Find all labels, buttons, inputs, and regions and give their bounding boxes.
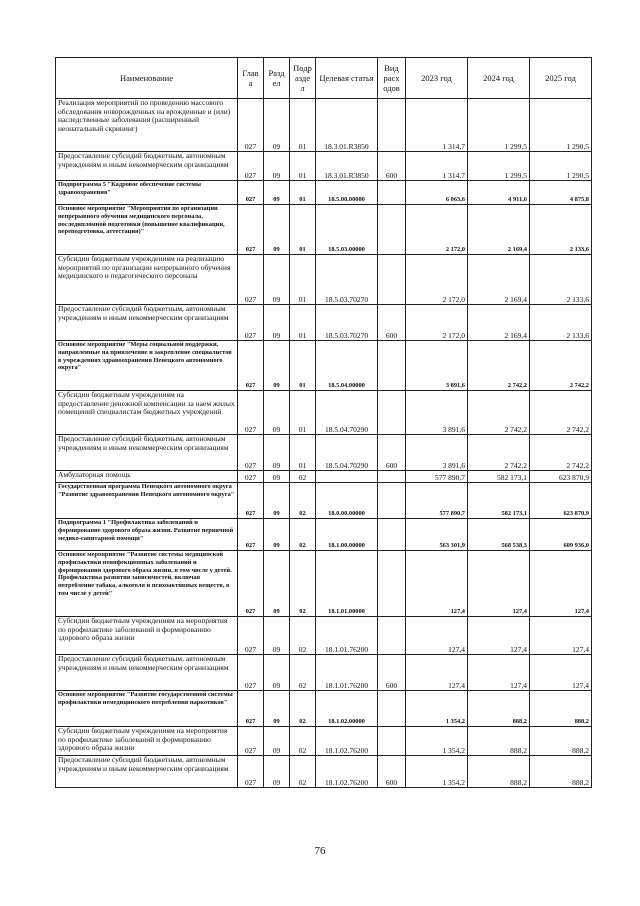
row-expense-type: 600	[378, 152, 406, 181]
row-expense-type: 600	[378, 305, 406, 341]
row-razdel: 09	[264, 551, 290, 617]
row-target-article: 18.5.04.70290	[316, 435, 378, 471]
row-2023: 577 890,7	[406, 483, 468, 519]
row-podrazdel: 02	[290, 471, 316, 483]
row-2024: 888,2	[468, 727, 530, 756]
row-razdel: 09	[264, 181, 290, 205]
row-podrazdel: 02	[290, 691, 316, 727]
row-glava: 027	[238, 756, 264, 788]
row-target-article: 18.5.04.00000	[316, 341, 378, 391]
row-target-article: 18.1.00.00000	[316, 519, 378, 551]
row-glava: 027	[238, 483, 264, 519]
table-row	[56, 305, 592, 341]
page-number: 76	[314, 845, 326, 857]
row-expense-type	[378, 483, 406, 519]
row-2025: 2 133,6	[530, 205, 592, 255]
row-name: Субсидии бюджетным учреждениям на реализацию мероприятий по организации непрерывного обучения медицинского и педагогического персонала	[56, 255, 238, 305]
row-razdel: 09	[264, 99, 290, 152]
row-2023: 3 891,6	[406, 391, 468, 435]
row-2025: 1 290,5	[530, 152, 592, 181]
row-2025: 888,2	[530, 756, 592, 788]
row-2023: 127,4	[406, 617, 468, 655]
row-name: Государственная программа Ненецкого автономного округа "Развитие здравоохранения Ненецкого автономного округа"	[56, 483, 238, 519]
row-name: Субсидии бюджетным учреждениям на мероприятия по профилактике заболеваний и формированию здорового образа жизни	[56, 727, 238, 756]
row-2025: 127,4	[530, 617, 592, 655]
row-2024: 888,2	[468, 691, 530, 727]
row-razdel: 09	[264, 152, 290, 181]
row-glava: 027	[238, 435, 264, 471]
row-target-article: 18.1.01.76200	[316, 617, 378, 655]
row-glava: 027	[238, 305, 264, 341]
row-2024: 2 169,4	[468, 305, 530, 341]
row-glava: 027	[238, 519, 264, 551]
table-row	[56, 205, 592, 255]
row-glava: 027	[238, 341, 264, 391]
row-podrazdel: 02	[290, 727, 316, 756]
header-target-article: Целевая статья	[316, 58, 378, 99]
row-expense-type	[378, 691, 406, 727]
row-2025: 623 870,9	[530, 483, 592, 519]
row-target-article: 18.1.01.76200	[316, 655, 378, 691]
row-2023: 2 172,0	[406, 255, 468, 305]
row-glava: 027	[238, 655, 264, 691]
row-2025: 2 742,2	[530, 435, 592, 471]
row-name: Предоставление субсидий бюджетным, автономным учреждениям и иным некоммерческим организациям	[56, 655, 238, 691]
row-2023: 127,4	[406, 655, 468, 691]
row-2023: 563 301,9	[406, 519, 468, 551]
row-podrazdel: 01	[290, 181, 316, 205]
row-expense-type	[378, 727, 406, 756]
row-name: Предоставление субсидий бюджетным, автономным учреждениям и иным некоммерческим организациям	[56, 152, 238, 181]
row-2024: 127,4	[468, 617, 530, 655]
table-row	[56, 99, 592, 152]
row-2025: 127,4	[530, 655, 592, 691]
row-target-article: 18.5.04.70290	[316, 391, 378, 435]
row-2023: 1 354,2	[406, 691, 468, 727]
row-2024: 888,2	[468, 756, 530, 788]
row-name: Подпрограмма 5 "Кадровое обеспечение системы здравоохранения"	[56, 181, 238, 205]
row-2024: 1 299,5	[468, 152, 530, 181]
row-razdel: 09	[264, 727, 290, 756]
row-expense-type	[378, 255, 406, 305]
row-glava: 027	[238, 181, 264, 205]
table-row	[56, 341, 592, 391]
row-expense-type: 600	[378, 435, 406, 471]
row-name: Основное мероприятие "Развитие государственной системы профилактики немедицинского потребления наркотиков"	[56, 691, 238, 727]
row-2023: 3 891,6	[406, 435, 468, 471]
header-razdel: Разд ел	[264, 58, 290, 99]
row-2025: 127,4	[530, 551, 592, 617]
table-row	[56, 756, 592, 788]
row-2025: 1 290,5	[530, 99, 592, 152]
row-podrazdel: 01	[290, 435, 316, 471]
row-2024: 4 911,6	[468, 181, 530, 205]
row-name: Основное мероприятие "Меры социальной поддержки, направленные на привлечение и закрепление специалистов в учреждениях здравоохранения Ненецкого автономного округа"	[56, 341, 238, 391]
row-expense-type	[378, 341, 406, 391]
header-2024: 2024 год	[468, 58, 530, 99]
row-name: Реализация мероприятий по проведению массового обследования новорожденных на врожденные и (или) наследственные заболевания (расширенный неонатальный скрининг)	[56, 99, 238, 152]
header-podrazdel: Подр азде л	[290, 58, 316, 99]
row-name: Предоставление субсидий бюджетным, автономным учреждениям и иным некоммерческим организациям	[56, 756, 238, 788]
row-razdel: 09	[264, 655, 290, 691]
row-2025: 609 936,0	[530, 519, 592, 551]
row-target-article: 18.1.02.76200	[316, 756, 378, 788]
row-target-article: 18.0.00.00000	[316, 483, 378, 519]
row-glava: 027	[238, 727, 264, 756]
row-razdel: 09	[264, 341, 290, 391]
row-2024: 582 173,1	[468, 483, 530, 519]
header-glava: Глав а	[238, 58, 264, 99]
row-razdel: 09	[264, 471, 290, 483]
row-name: Предоставление субсидий бюджетным, автономным учреждениям и иным некоммерческим организациям	[56, 435, 238, 471]
row-podrazdel: 02	[290, 551, 316, 617]
row-podrazdel: 02	[290, 483, 316, 519]
table-row	[56, 181, 592, 205]
table-row	[56, 255, 592, 305]
row-podrazdel: 01	[290, 341, 316, 391]
row-2023: 127,4	[406, 551, 468, 617]
row-2025: 4 875,8	[530, 181, 592, 205]
row-razdel: 09	[264, 756, 290, 788]
row-2024: 568 538,3	[468, 519, 530, 551]
row-razdel: 09	[264, 519, 290, 551]
row-glava: 027	[238, 391, 264, 435]
row-target-article: 18.1.02.76200	[316, 727, 378, 756]
row-razdel: 09	[264, 617, 290, 655]
row-expense-type	[378, 205, 406, 255]
row-expense-type: 600	[378, 756, 406, 788]
header-2025: 2025 год	[530, 58, 592, 99]
row-2024: 2 742,2	[468, 341, 530, 391]
row-2025: 2 133,6	[530, 305, 592, 341]
row-glava: 027	[238, 205, 264, 255]
row-glava: 027	[238, 691, 264, 727]
table-row	[56, 483, 592, 519]
row-podrazdel: 02	[290, 617, 316, 655]
row-name: Предоставление субсидий бюджетным, автономным учреждениям и иным некоммерческим организациям	[56, 305, 238, 341]
row-2024: 2 742,2	[468, 391, 530, 435]
row-name: Основное мероприятие "Мероприятия по организации непрерывного обучения медицинского персонала, последипломной подготовки (повышение квалификации, переподготовка, аттестация)"	[56, 205, 238, 255]
table-row	[56, 519, 592, 551]
row-podrazdel: 01	[290, 255, 316, 305]
row-2025: 2 742,2	[530, 341, 592, 391]
row-name: Амбулаторная помощь	[56, 471, 238, 483]
row-target-article: 18.3.01.R3850	[316, 152, 378, 181]
row-razdel: 09	[264, 435, 290, 471]
table-header-row	[56, 58, 592, 99]
table-row	[56, 435, 592, 471]
table-row	[56, 471, 592, 483]
row-podrazdel: 02	[290, 655, 316, 691]
table-row	[56, 691, 592, 727]
header-expense-type: Вид расх одов	[378, 58, 406, 99]
row-target-article: 18.5.00.00000	[316, 181, 378, 205]
table-row	[56, 617, 592, 655]
row-podrazdel: 01	[290, 152, 316, 181]
row-razdel: 09	[264, 691, 290, 727]
table-row	[56, 727, 592, 756]
row-razdel: 09	[264, 391, 290, 435]
row-2025: 888,2	[530, 727, 592, 756]
row-target-article: 18.3.01.R3850	[316, 99, 378, 152]
row-2025: 623 870,9	[530, 471, 592, 483]
row-razdel: 09	[264, 305, 290, 341]
header-2023: 2023 год	[406, 58, 468, 99]
table-body	[56, 99, 592, 788]
row-expense-type: 600	[378, 655, 406, 691]
row-name: Субсидии бюджетным учреждениям на мероприятия по профилактике заболеваний и формированию здорового образа жизни	[56, 617, 238, 655]
row-2023: 1 314,7	[406, 99, 468, 152]
header-name: Наименование	[56, 58, 238, 99]
row-glava: 027	[238, 99, 264, 152]
row-2023: 2 172,0	[406, 305, 468, 341]
row-podrazdel: 01	[290, 205, 316, 255]
row-expense-type	[378, 551, 406, 617]
row-2025: 888,2	[530, 691, 592, 727]
row-2024: 2 742,2	[468, 435, 530, 471]
row-2023: 1 354,2	[406, 727, 468, 756]
table-row	[56, 551, 592, 617]
row-glava: 027	[238, 471, 264, 483]
row-2024: 582 173,1	[468, 471, 530, 483]
row-glava: 027	[238, 152, 264, 181]
row-name: Субсидии бюджетным учреждениям на предоставление денежной компенсации за наем жилых помещений специалистам бюджетных учреждений	[56, 391, 238, 435]
row-target-article: 18.5.03.00000	[316, 205, 378, 255]
row-podrazdel: 01	[290, 99, 316, 152]
row-name: Подпрограмма 1 "Профилактика заболеваний и формирование здорового образа жизни. Развитие первичной медико-санитарной помощи"	[56, 519, 238, 551]
row-expense-type	[378, 99, 406, 152]
row-2024: 2 169,4	[468, 205, 530, 255]
row-target-article: 18.5.03.70270	[316, 305, 378, 341]
row-2023: 1 354,2	[406, 756, 468, 788]
row-2024: 127,4	[468, 655, 530, 691]
row-target-article: 18.5.03.70270	[316, 255, 378, 305]
row-name: Основное мероприятие "Развитие системы медицинской профилактики неинфекционных заболеваний и формирования здорового образа жизни, в том числе у детей. Профилактика развития зависимостей, включая потребление табака, алкоголя и психоактивных веществ, в том числе у детей"	[56, 551, 238, 617]
row-target-article: 18.1.01.00000	[316, 551, 378, 617]
row-2023: 2 172,0	[406, 205, 468, 255]
row-expense-type	[378, 391, 406, 435]
row-2024: 2 169,4	[468, 255, 530, 305]
row-podrazdel: 02	[290, 756, 316, 788]
table-row	[56, 655, 592, 691]
row-expense-type	[378, 519, 406, 551]
row-glava: 027	[238, 551, 264, 617]
row-2025: 2 133,6	[530, 255, 592, 305]
row-expense-type	[378, 617, 406, 655]
row-2023: 6 063,6	[406, 181, 468, 205]
row-podrazdel: 02	[290, 519, 316, 551]
row-expense-type	[378, 471, 406, 483]
row-expense-type	[378, 181, 406, 205]
row-razdel: 09	[264, 255, 290, 305]
table-row	[56, 152, 592, 181]
row-razdel: 09	[264, 483, 290, 519]
row-target-article: 18.1.02.00000	[316, 691, 378, 727]
row-podrazdel: 01	[290, 305, 316, 341]
row-2023: 3 891,6	[406, 341, 468, 391]
row-2023: 577 890,7	[406, 471, 468, 483]
row-glava: 027	[238, 617, 264, 655]
row-target-article	[316, 471, 378, 483]
row-podrazdel: 01	[290, 391, 316, 435]
row-2024: 127,4	[468, 551, 530, 617]
row-2023: 1 314,7	[406, 152, 468, 181]
budget-table	[55, 57, 592, 788]
row-2024: 1 299,5	[468, 99, 530, 152]
row-2025: 2 742,2	[530, 391, 592, 435]
row-razdel: 09	[264, 205, 290, 255]
table-row	[56, 391, 592, 435]
row-glava: 027	[238, 255, 264, 305]
